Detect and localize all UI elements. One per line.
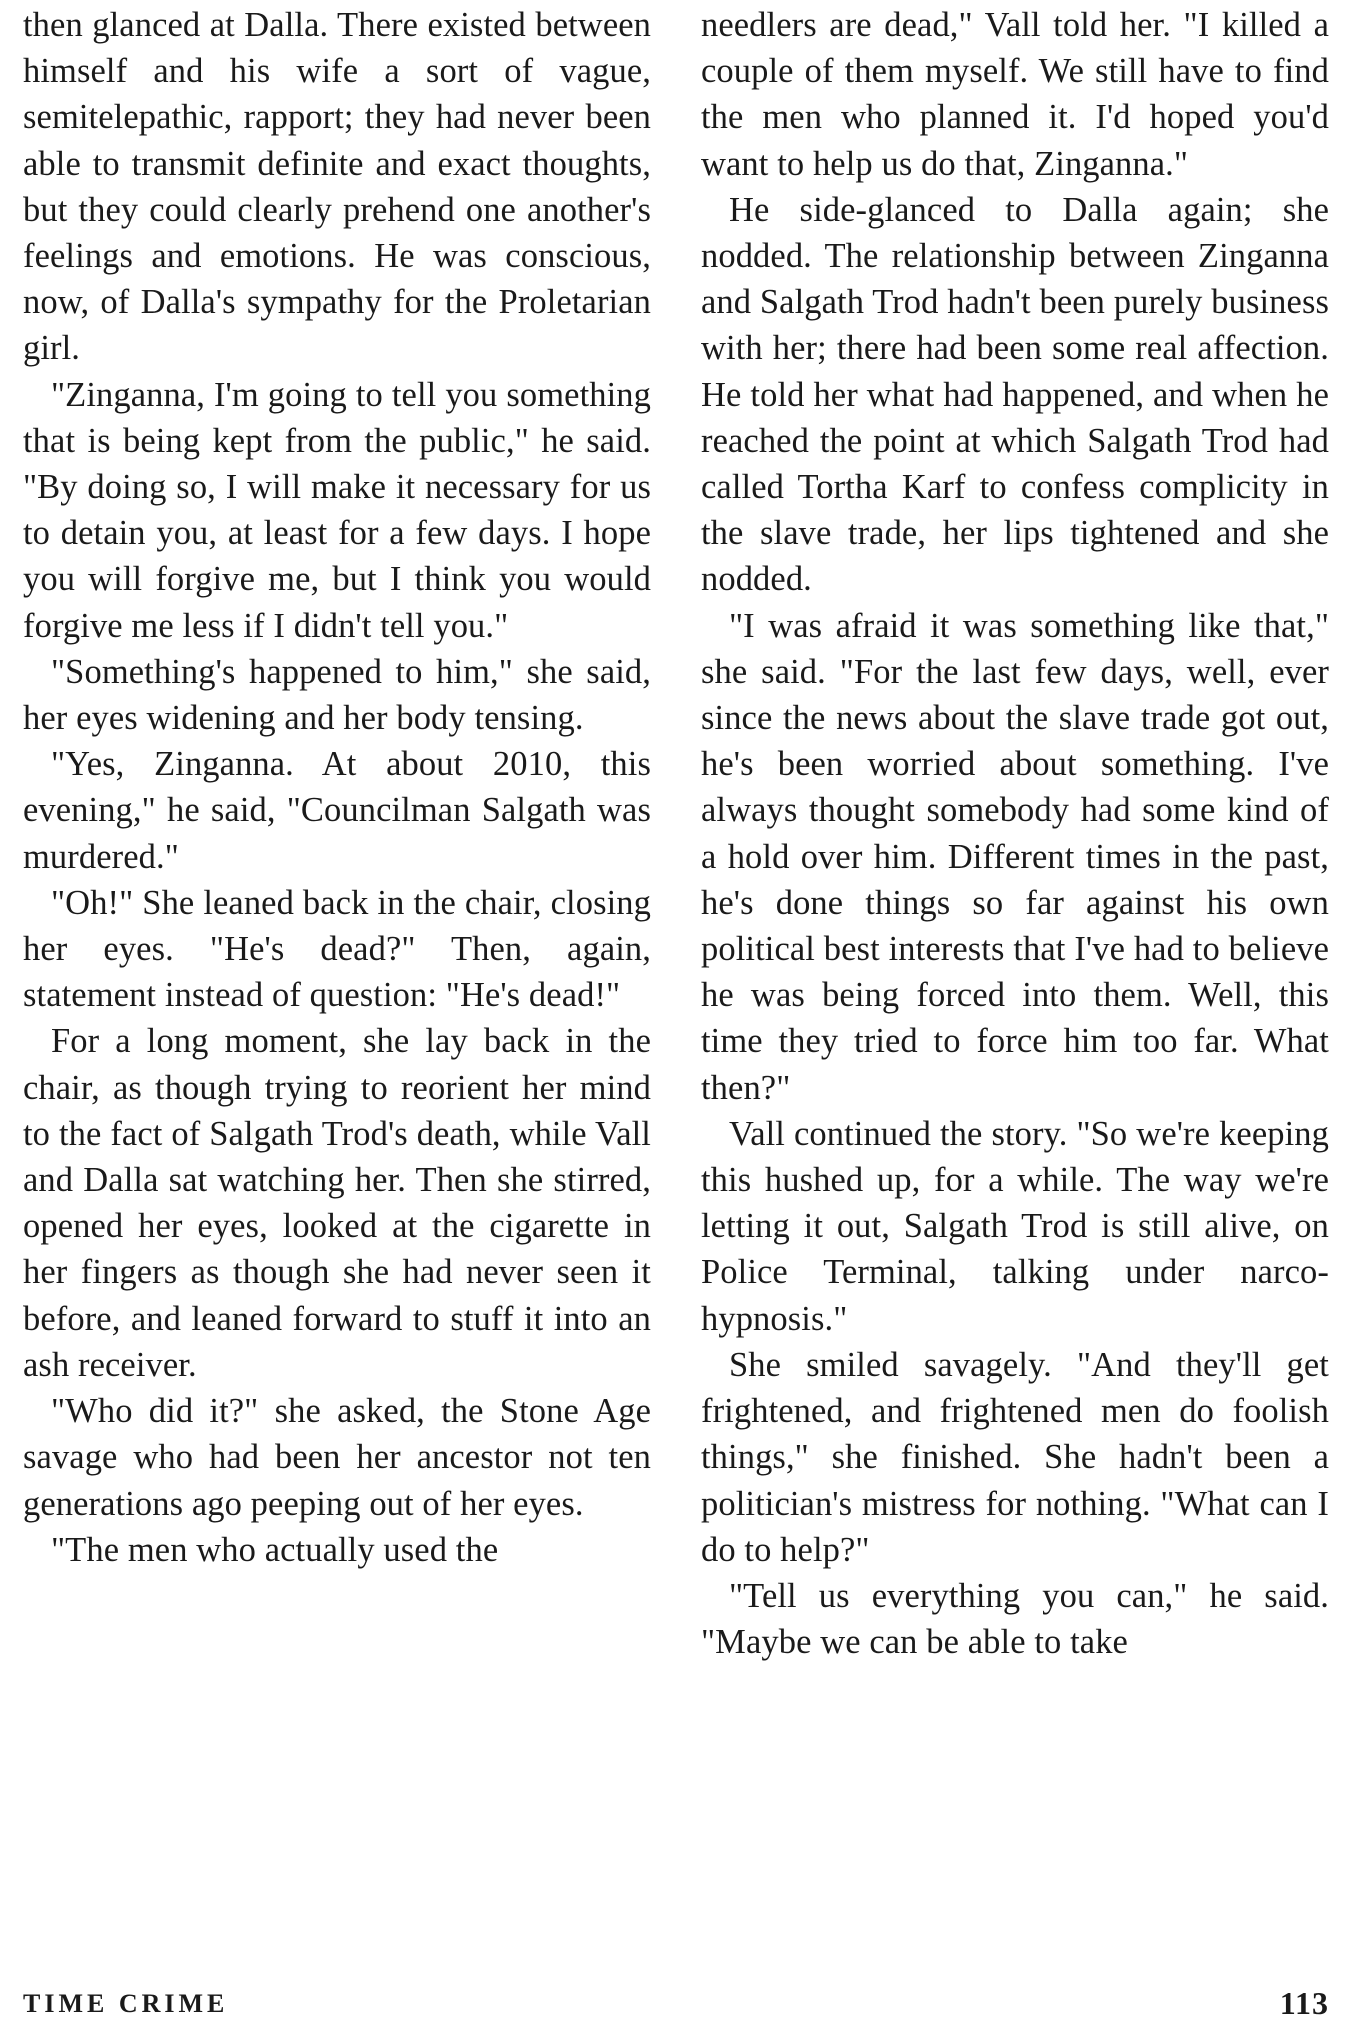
- paragraph: "Oh!" She leaned back in the chair, closing her eyes. "He's dead?" Then, again, statement instead of question: "He's dead!": [23, 883, 651, 1015]
- page-footer: [23, 1985, 1329, 2021]
- paragraph: "Something's happened to him," she said, her eyes widening and her body tensing.: [23, 652, 651, 738]
- paragraph: "Who did it?" she asked, the Stone Age savage who had been her ancestor not ten generations ago peeping out of her eyes.: [23, 1392, 651, 1523]
- paragraph: She smiled savagely. "And they'll get frightened, and frightened men do foolish things," she finished. She hadn't been a politician's mistress for nothing. "What can I do to help?": [701, 1345, 1329, 1569]
- paragraph: He side-glanced to Dalla again; she nodded. The relationship between Zinganna and Salgath Trod hadn't been purely business with her; there had been some real affection. He told her what had happened, and when he reached the point at which Salgath Trod had called Tortha Karf to confess complicity in the slave trade, her lips tightened and she nodded.: [701, 190, 1329, 599]
- running-title: TIME CRIME: [23, 1989, 229, 2018]
- paragraph: "I was afraid it was something like that," she said. "For the last few days, well, ever since the news about the slave trade got out, he's been worried about something. I've always thought somebody had some kind of a hold over him. Different times in the past, he's done things so far against his own political best interests that I've had to believe he was being forced into them. Well, this time they tried to force him too far. What then?": [701, 606, 1329, 1107]
- paragraph: then glanced at Dalla. There existed between himself and his wife a sort of vague, semitelepathic, rapport; they had never been able to transmit definite and exact thoughts, but they could clearly prehend one another's feelings and emotions. He was conscious, now, of Dalla's sympathy for the Proletarian girl.: [23, 6, 651, 368]
- paragraph: "Yes, Zinganna. At about 2010, this evening," he said, "Councilman Salgath was murdered.": [23, 745, 651, 876]
- page-number: 113: [1279, 1985, 1329, 2021]
- paragraph: Vall continued the story. "So we're keeping this hushed up, for a while. The way we're letting it out, Salgath Trod is still alive, on Police Terminal, talking under narco-hypnosis.": [701, 1114, 1329, 1338]
- paragraph: "Zinganna, I'm going to tell you something that is being kept from the public," he said. "By doing so, I will make it necessary for us to detain you, at least for a few days. I hope you will forgive me, but I think you would forgive me less if I didn't tell you.": [23, 375, 651, 645]
- paragraph: "Tell us everything you can," he said. "Maybe we can be able to take: [701, 1576, 1329, 1662]
- paragraph: "The men who actually used the: [51, 1530, 499, 1569]
- paragraph: needlers are dead," Vall told her. "I killed a couple of them myself. We still have to find the men who planned it. I'd hoped you'd want to help us do that, Zinganna.": [701, 6, 1329, 183]
- paragraph: For a long moment, she lay back in the chair, as though trying to reorient her mind to the fact of Salgath Trod's death, while Vall and Dalla sat watching her. Then she stirred, opened her eyes, looked at the cigarette in her fingers as though she had never seen it before, and leaned forward to stuff it into an ash receiver.: [23, 1022, 651, 1384]
- left-text-column: [23, 2, 651, 1962]
- right-text-column: [701, 2, 1329, 1962]
